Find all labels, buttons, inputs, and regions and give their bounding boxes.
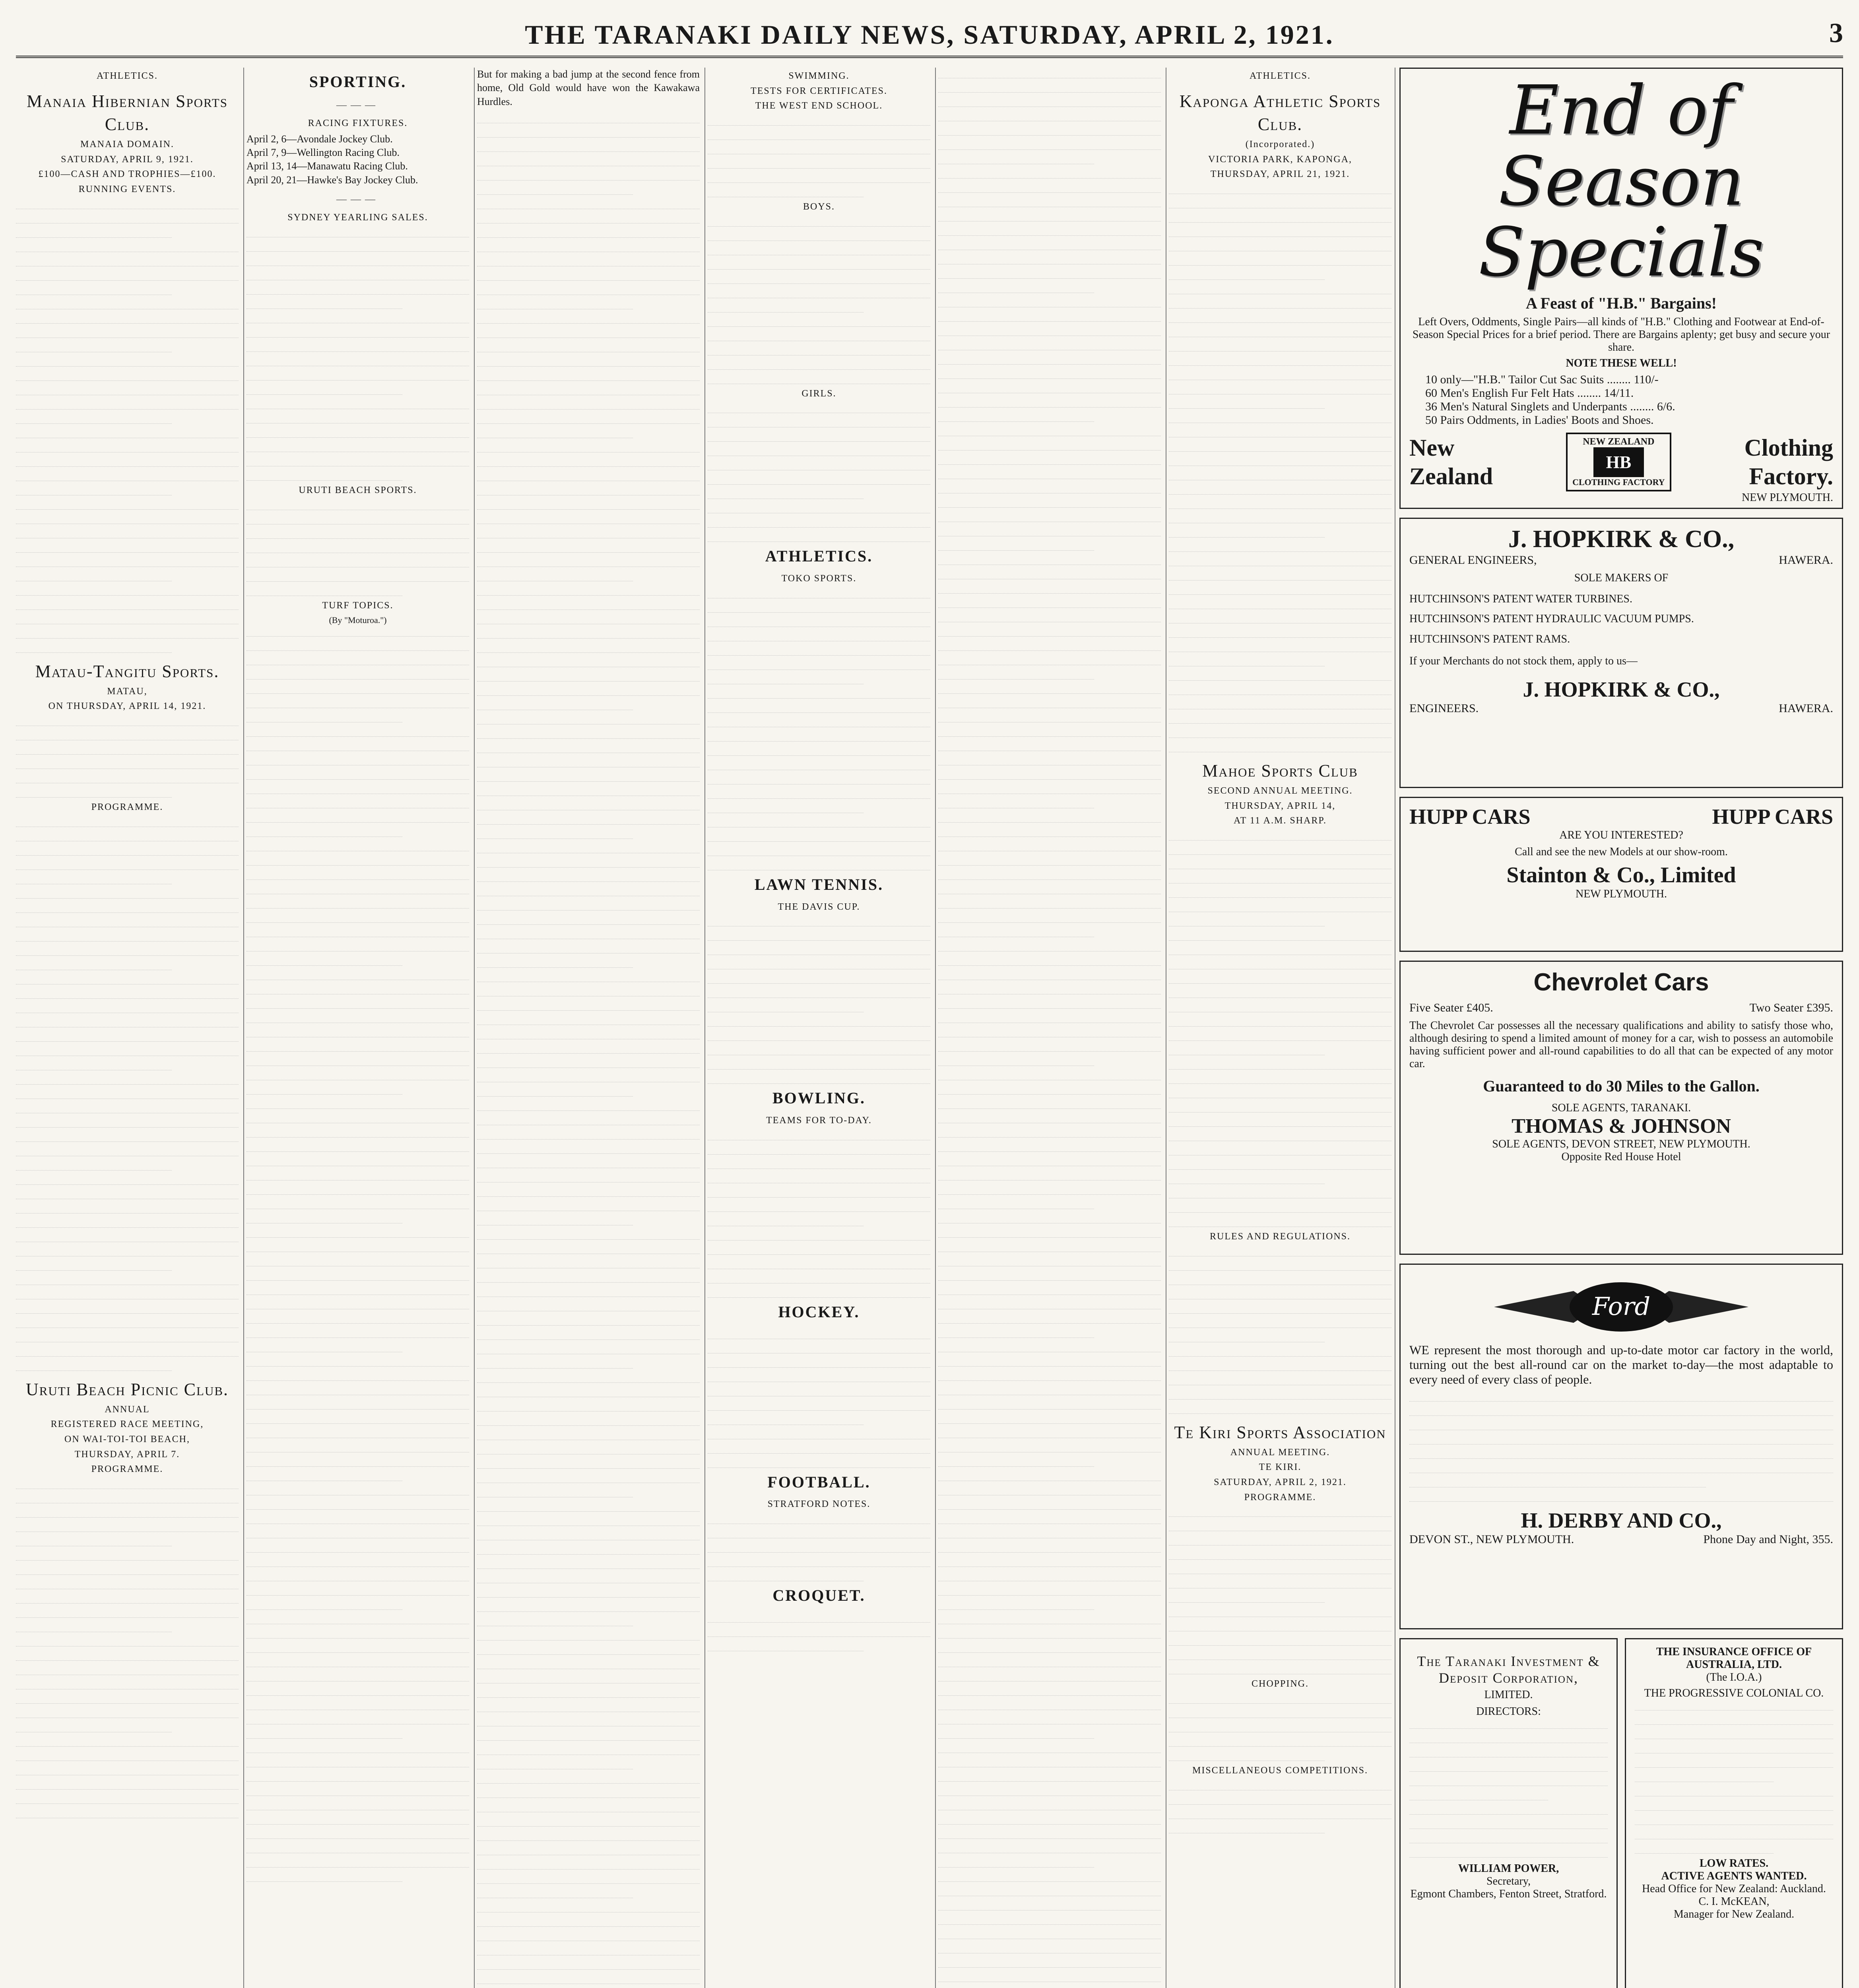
- low-rates: LOW RATES.: [1699, 1857, 1769, 1870]
- mahoe-meeting: SECOND ANNUAL MEETING.: [1207, 785, 1353, 796]
- swimming-body: [708, 115, 930, 197]
- te-kiri-meeting: ANNUAL MEETING.: [1230, 1447, 1330, 1458]
- tic-limited: LIMITED.: [1484, 1689, 1533, 1701]
- turf-byline: (By "Moturoa."): [329, 615, 387, 625]
- stratford-heading: STRATFORD NOTES.: [767, 1499, 871, 1510]
- uruti-meeting: REGISTERED RACE MEETING,: [50, 1419, 204, 1430]
- event-list: [16, 198, 239, 653]
- power-title: Secretary,: [1486, 1875, 1531, 1887]
- manaia-date: SATURDAY, APRIL 9, 1921.: [61, 154, 194, 165]
- chopping-heading: CHOPPING.: [1251, 1679, 1309, 1689]
- column-rule: [474, 68, 475, 1988]
- swimming-heading: SWIMMING.: [788, 71, 850, 81]
- matau-place: MATAU,: [107, 686, 147, 697]
- tic-title: The Taranaki Investment & Deposit Corporation,: [1417, 1653, 1600, 1686]
- matau-program-list: [16, 816, 239, 1371]
- manager-title: Manager for New Zealand.: [1673, 1908, 1795, 1920]
- running-events: RUNNING EVENTS.: [78, 184, 176, 194]
- uruti-where: ON WAI-TOI-TOI BEACH,: [64, 1434, 190, 1445]
- kaponga-list: [1169, 183, 1391, 752]
- chevrolet-guarantee: Guaranteed to do 30 Miles to the Gallon.: [1483, 1077, 1760, 1095]
- hb-item: 60 Men's English Fur Felt Hats ........ 14/11.: [1425, 386, 1634, 400]
- hupp-question: ARE YOU INTERESTED?: [1559, 829, 1683, 841]
- eos-line-2: Specials: [1478, 213, 1764, 292]
- kaponga-title: Kaponga Athletic Sports Club.: [1179, 91, 1381, 134]
- column-1: [16, 68, 239, 1988]
- chevrolet-text: The Chevrolet Car possesses all the necessary qualifications and ability to satisfy those who, although desiring to spend a limited amount of money for a car, wish to possess an automobile having sufficient power and all-round capabilities to do all that can be expected of any motor car.: [1409, 1019, 1833, 1070]
- misc-list: [1169, 1780, 1391, 1833]
- column-rule: [704, 68, 705, 1988]
- hopkirk-product: HUTCHINSON'S PATENT WATER TURBINES.: [1409, 593, 1632, 605]
- derby-phone: Phone Day and Night, 355.: [1703, 1533, 1833, 1546]
- yearling-body: [246, 227, 469, 481]
- te-kiri-list: [1169, 1506, 1391, 1674]
- toko-heading: TOKO SPORTS.: [781, 573, 857, 584]
- ford-text: WE represent the most thorough and up-to-date motor car factory in the world, turning out the best all-round car on the market to-day—the most adaptable to every need of every class of people.: [1409, 1343, 1833, 1386]
- insurance-ad: [1625, 1638, 1843, 1988]
- athletics-heading: ATHLETICS.: [765, 547, 873, 565]
- fixture-line: April 13, 14—Manawatu Racing Club.: [246, 160, 408, 172]
- tic-body: [1409, 1718, 1608, 1858]
- manaia-prizes: £100—CASH AND TROPHIES—£100.: [38, 169, 216, 180]
- yearling-sales-heading: SYDNEY YEARLING SALES.: [287, 212, 428, 223]
- fixture-line: April 7, 9—Wellington Racing Club.: [246, 147, 400, 159]
- fixture-line: April 2, 6—Avondale Jockey Club.: [246, 133, 393, 145]
- five-seater-price: Five Seater £405.: [1409, 1001, 1493, 1014]
- hopkirk-product: HUTCHINSON'S PATENT RAMS.: [1409, 633, 1570, 645]
- hb-logo-bottom: CLOTHING FACTORY: [1572, 477, 1665, 487]
- hopkirk2-left: ENGINEERS.: [1409, 702, 1479, 715]
- sporting-intro: But for making a bad jump at the second fence from home, Old Gold would have won the Kawakawa Hurdles.: [477, 68, 700, 107]
- section-heading: ATHLETICS.: [97, 71, 158, 81]
- manager-name: C. I. McKEAN,: [1698, 1895, 1770, 1908]
- te-kiri-date: SATURDAY, APRIL 2, 1921.: [1214, 1477, 1347, 1488]
- kaponga-date: THURSDAY, APRIL 21, 1921.: [1210, 169, 1350, 180]
- ford-body: [1409, 1391, 1833, 1502]
- stainton-place: NEW PLYMOUTH.: [1575, 888, 1667, 900]
- column-4: [708, 68, 930, 1988]
- mahoe-date: THURSDAY, APRIL 14,: [1224, 800, 1336, 811]
- stainton-name: Stainton & Co., Limited: [1506, 863, 1736, 887]
- matau-body: [16, 715, 239, 798]
- insurance-title: THE INSURANCE OFFICE OF AUSTRALIA, LTD.: [1656, 1646, 1812, 1671]
- hb-new: New: [1409, 434, 1455, 461]
- uruti-annual: ANNUAL: [105, 1404, 150, 1415]
- feast-heading: A Feast of "H.B." Bargains!: [1526, 294, 1717, 312]
- te-kiri-place: TE KIRI.: [1259, 1462, 1302, 1473]
- hb-factory: Factory.: [1749, 463, 1833, 489]
- hb-badge: HB: [1593, 447, 1644, 477]
- hupp-left: HUPP CARS: [1409, 805, 1531, 829]
- davis-cup-body: [708, 916, 930, 1084]
- hb-logo: [1566, 433, 1671, 491]
- mahoe-list: [1169, 830, 1391, 1227]
- turf-topics-heading: TURF TOPICS.: [322, 600, 394, 611]
- uruti-beach-heading: URUTI BEACH SPORTS.: [299, 485, 417, 496]
- hockey-heading: HOCKEY.: [778, 1303, 860, 1321]
- hb-item: 36 Men's Natural Singlets and Underpants ........ 6/6.: [1425, 400, 1675, 413]
- column-5: [938, 68, 1161, 1988]
- matau-date: ON THURSDAY, APRIL 14, 1921.: [48, 701, 206, 712]
- advertisement-column: [1399, 68, 1843, 1988]
- hupp-ad: [1399, 797, 1843, 952]
- football-body: [708, 1513, 930, 1581]
- column-rule: [935, 68, 936, 1988]
- hopkirk-town: HAWERA.: [1779, 553, 1833, 567]
- col5-continued-body: [938, 68, 1161, 1988]
- davis-cup-heading: THE DAVIS CUP.: [778, 901, 860, 912]
- hb-item: 50 Pairs Oddments, in Ladies' Boots and Shoes.: [1425, 413, 1654, 427]
- rules-body: [1169, 1246, 1391, 1414]
- ford-ad: [1399, 1264, 1843, 1629]
- football-heading: FOOTBALL.: [767, 1473, 871, 1491]
- bowling-heading: BOWLING.: [772, 1089, 866, 1107]
- rules-heading: RULES AND REGULATIONS.: [1209, 1231, 1351, 1242]
- te-kiri-title: Te Kiri Sports Association: [1174, 1422, 1386, 1442]
- hopkirk-name-2: J. HOPKIRK & CO.,: [1523, 678, 1720, 702]
- derby-name: H. DERBY AND CO.,: [1521, 1508, 1722, 1532]
- hb-end-of-season-ad: [1399, 68, 1843, 509]
- lawn-tennis-heading: LAWN TENNIS.: [754, 875, 884, 893]
- active-agents: ACTIVE AGENTS WANTED.: [1661, 1870, 1807, 1882]
- chopping-list: [1169, 1693, 1391, 1761]
- boys-list: [708, 216, 930, 384]
- bottom-ads: [1399, 1638, 1843, 1988]
- athletics-heading-2: ATHLETICS.: [1250, 71, 1311, 81]
- taranaki-investment-ad: [1399, 1638, 1618, 1988]
- manaia-place: MANAIA DOMAIN.: [80, 139, 174, 149]
- hupp-right: HUPP CARS: [1712, 805, 1833, 829]
- kaponga-place: VICTORIA PARK, KAPONGA,: [1208, 154, 1353, 165]
- sole-agents: SOLE AGENTS, TARANAKI.: [1551, 1102, 1691, 1114]
- manaia-title: Manaia Hibernian Sports Club.: [27, 91, 228, 134]
- masthead: [16, 12, 1843, 58]
- hb-logo-top: NEW ZEALAND: [1583, 436, 1655, 447]
- power-name: WILLIAM POWER,: [1458, 1862, 1559, 1875]
- hb-item-list: [1425, 373, 1817, 427]
- toko-body: [708, 588, 930, 870]
- sole-makers: SOLE MAKERS OF: [1574, 572, 1669, 584]
- hb-clothing: Clothing: [1744, 434, 1833, 461]
- misc-heading: MISCELLANEOUS COMPETITIONS.: [1192, 1765, 1368, 1776]
- ford-wings-icon: [1494, 1275, 1748, 1339]
- hopkirk-name: J. HOPKIRK & CO.,: [1508, 526, 1735, 553]
- column-2: SPORTING. ——— RACING FIXTURES. April 2, 6—Avondale Jockey Club. April 7, 9—Wellington Racing Club. April 13, 14—Manawatu Racing Club. April 20, 21—Hawke's Bay Jockey Club. ——— SYDNEY YEARLING SALES. URUTI BEACH SPORTS. TURF TOPICS. (By "Moturoa."): [246, 68, 469, 1988]
- two-seater-price: Two Seater £395.: [1749, 1001, 1833, 1014]
- matau-programme: PROGRAMME.: [91, 802, 163, 812]
- derby-address: DEVON ST., NEW PLYMOUTH.: [1409, 1533, 1574, 1546]
- uruti-beach-body: [246, 499, 469, 596]
- hopkirk-product: HUTCHINSON'S PATENT HYDRAULIC VACUUM PUMPS.: [1409, 613, 1694, 625]
- hockey-body: [708, 1328, 930, 1468]
- tests-heading: TESTS FOR CERTIFICATES.: [751, 85, 887, 96]
- ford-logo: [1409, 1275, 1833, 1339]
- page-number: 3: [1829, 18, 1843, 49]
- column-6: [1169, 68, 1391, 1988]
- west-end-heading: THE WEST END SCHOOL.: [755, 101, 883, 111]
- sporting-heading: SPORTING.: [309, 73, 407, 91]
- thomas-johnson: THOMAS & JOHNSON: [1512, 1115, 1731, 1138]
- eos-line-1: End of Season: [1498, 71, 1744, 221]
- hupp-text: Call and see the new Models at our show-room.: [1515, 846, 1728, 858]
- mahoe-title: Mahoe Sports Club: [1202, 761, 1358, 780]
- hb-place: NEW PLYMOUTH.: [1741, 491, 1833, 504]
- thomas-opposite: Opposite Red House Hotel: [1561, 1151, 1681, 1163]
- head-office: Head Office for New Zealand: Auckland.: [1642, 1883, 1826, 1895]
- chevrolet-title: Chevrolet Cars: [1533, 969, 1709, 996]
- thomas-address: SOLE AGENTS, DEVON STREET, NEW PLYMOUTH.: [1492, 1138, 1750, 1150]
- teams-heading: TEAMS FOR TO-DAY.: [766, 1115, 872, 1126]
- boys-heading: BOYS.: [803, 202, 835, 212]
- uruti-title: Uruti Beach Picnic Club.: [25, 1379, 229, 1399]
- column-3: [477, 68, 700, 1988]
- hopkirk2-right: HAWERA.: [1779, 702, 1833, 715]
- column-rule: [243, 68, 244, 1988]
- hopkirk-sub: GENERAL ENGINEERS,: [1409, 553, 1537, 567]
- croquet-body: [708, 1612, 930, 1651]
- uruti-list: [16, 1478, 239, 1818]
- insurance-body: [1635, 1700, 1833, 1854]
- insurance-sub: (The I.O.A.): [1706, 1671, 1762, 1683]
- note-heading: NOTE THESE WELL!: [1566, 357, 1677, 369]
- chevrolet-ad: [1399, 961, 1843, 1255]
- sporting-continued-body: [477, 113, 700, 1988]
- directors-heading: DIRECTORS:: [1476, 1705, 1541, 1718]
- hopkirk-note: If your Merchants do not stock them, apply to us—: [1409, 655, 1638, 668]
- hopkirk-product-list: [1409, 589, 1833, 649]
- uruti-programme: PROGRAMME.: [91, 1464, 163, 1475]
- insurance-progressive: THE PROGRESSIVE COLONIAL CO.: [1644, 1687, 1824, 1699]
- girls-list: [708, 402, 930, 542]
- te-kiri-programme: PROGRAMME.: [1244, 1492, 1316, 1503]
- matau-title: Matau-Tangitu Sports.: [35, 661, 219, 681]
- girls-heading: GIRLS.: [801, 388, 836, 399]
- kaponga-inc: (Incorporated.): [1245, 139, 1315, 149]
- hopkirk-ad: [1399, 518, 1843, 788]
- fixture-line: April 20, 21—Hawke's Bay Jockey Club.: [246, 174, 418, 186]
- bowling-body: [708, 1130, 930, 1298]
- feast-text: Left Overs, Oddments, Single Pairs—all kinds of "H.B." Clothing and Footwear at End-of-Season Special Prices for a brief period. There are Bargains aplenty; get busy and secure your share.: [1412, 315, 1830, 353]
- uruti-date: THURSDAY, APRIL 7.: [74, 1449, 180, 1460]
- power-address: Egmont Chambers, Fenton Street, Stratford.: [1410, 1888, 1607, 1900]
- ford-logo-text: Ford: [1592, 1292, 1651, 1321]
- hb-item: 10 only—"H.B." Tailor Cut Sac Suits ........ 110/-: [1425, 373, 1659, 386]
- newspaper-title: THE TARANAKI DAILY NEWS, SATURDAY, APRIL 2, 1921.: [525, 19, 1334, 50]
- racing-fixtures-heading: RACING FIXTURES.: [308, 118, 408, 129]
- turf-topics-body: [246, 626, 469, 1882]
- hb-zealand: Zealand: [1409, 463, 1493, 489]
- mahoe-time: AT 11 A.M. SHARP.: [1233, 815, 1327, 826]
- croquet-heading: CROQUET.: [772, 1586, 865, 1605]
